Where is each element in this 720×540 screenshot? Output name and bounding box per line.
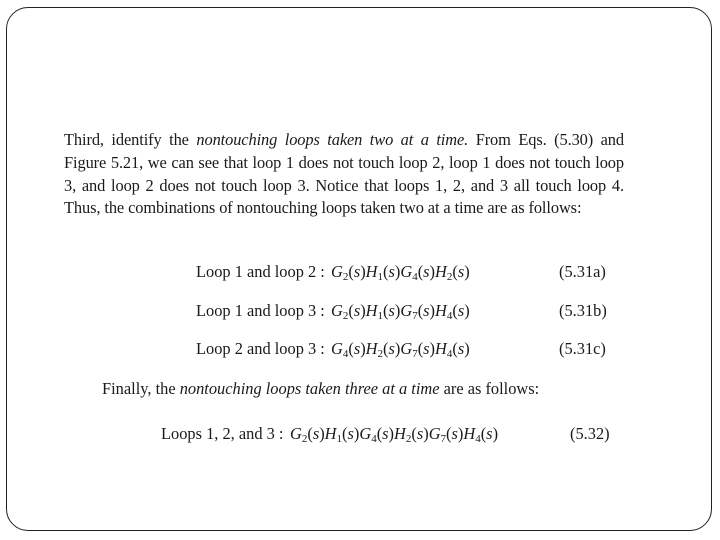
equation-term-argument: (s): [452, 301, 470, 320]
followup-paragraph: [102, 379, 539, 399]
paragraph-text-start: Third, identify the: [64, 130, 197, 149]
equation-term-subscript: 2: [342, 310, 349, 322]
equation-label: Loop 1 and loop 3 :: [196, 301, 325, 320]
equation-term-symbol: H: [365, 339, 378, 358]
equation-term-subscript: 2: [446, 271, 453, 283]
equation-term-symbol: H: [324, 424, 337, 443]
equation-term-subscript: 4: [446, 348, 453, 360]
equation-term-subscript: 7: [412, 348, 418, 360]
equation-term-subscript: 4: [446, 310, 453, 322]
equation-number: (5.31c): [559, 339, 606, 358]
equation-term-symbol: H: [435, 301, 447, 320]
paragraph2-text-end: are as follows:: [439, 379, 540, 398]
intro-paragraph: [64, 129, 624, 220]
equation-term-symbol: G: [400, 339, 413, 358]
equation-number: (5.31b): [559, 301, 607, 320]
equation-term-subscript: 1: [336, 433, 343, 445]
equation-term-symbol: H: [365, 301, 378, 320]
equation-term-argument: (s): [417, 339, 436, 358]
equation-term-symbol: G: [400, 262, 413, 281]
equation-term-subscript: 1: [377, 271, 384, 283]
equation-term-subscript: 4: [342, 348, 349, 360]
equation-label: Loop 1 and loop 2 :: [196, 262, 325, 281]
equation-term-argument: (s): [348, 339, 366, 358]
equation-term-argument: (s): [383, 339, 401, 358]
equation-term-symbol: H: [394, 424, 406, 443]
equation-label: Loops 1, 2, and 3 :: [161, 424, 284, 443]
equation-term-argument: (s): [417, 262, 436, 281]
paragraph-emphasis: nontouching loops taken two at a time.: [196, 130, 469, 149]
text-block: [64, 129, 624, 220]
equation-term-symbol: G: [331, 262, 343, 281]
equation-term-subscript: 7: [412, 310, 418, 322]
equation-term-symbol: G: [359, 424, 372, 443]
equation-term-symbol: G: [331, 301, 343, 320]
equation-term-subscript: 2: [405, 433, 412, 445]
equation-term-argument: (s): [417, 301, 436, 320]
equation-expression: [331, 262, 470, 283]
equation-term-argument: (s): [376, 424, 395, 443]
equation-term-symbol: H: [463, 424, 476, 443]
equation-term-argument: (s): [307, 424, 325, 443]
equation-expression: [331, 339, 470, 360]
equation-label: Loop 2 and loop 3 :: [196, 339, 325, 358]
equation-term-subscript: 2: [301, 433, 308, 445]
equation-term-subscript: 2: [377, 348, 384, 360]
equation-expression: [331, 301, 470, 322]
equation-term-symbol: H: [365, 262, 378, 281]
paragraph-text-end: From Eqs. (5.30) and Figure 5.21, we can see that loop 1 does not touch loop 2, loop 1 does not touch loop 3, and loop 2 does not touch loop 3. Notice that loops 1, 2, and 3 all touch loop 4. Thus, the combinations of nontouching loops taken two at a time are as follows:: [64, 130, 625, 218]
equation-number: (5.31a): [559, 262, 606, 281]
equation-term-argument: (s): [348, 262, 366, 281]
equation-term-symbol: H: [435, 262, 447, 281]
equation-number: (5.32): [570, 424, 610, 443]
equation-term-symbol: G: [290, 424, 302, 443]
paragraph2-emphasis: nontouching loops taken three at a time: [179, 379, 440, 398]
equation-term-argument: (s): [452, 262, 470, 281]
equation-term-subscript: 4: [371, 433, 377, 445]
paragraph2-text-start: Finally, the: [102, 379, 180, 398]
equation-term-argument: (s): [480, 424, 499, 443]
equation-term-argument: (s): [411, 424, 429, 443]
equation-term-argument: (s): [342, 424, 360, 443]
equation-term-subscript: 1: [377, 310, 384, 322]
equation-term-subscript: 4: [412, 271, 418, 283]
equation-term-subscript: 4: [475, 433, 481, 445]
equation-term-argument: (s): [452, 339, 470, 358]
equation-term-symbol: G: [428, 424, 441, 443]
equation-term-argument: (s): [446, 424, 464, 443]
equation-term-symbol: G: [400, 301, 413, 320]
equation-term-argument: (s): [383, 262, 401, 281]
equation-expression: [290, 424, 498, 445]
equation-term-argument: (s): [383, 301, 401, 320]
equation-term-subscript: 7: [440, 433, 447, 445]
equation-term-symbol: H: [435, 339, 447, 358]
equation-term-symbol: G: [331, 339, 343, 358]
equation-term-argument: (s): [348, 301, 366, 320]
equation-term-subscript: 2: [342, 271, 349, 283]
